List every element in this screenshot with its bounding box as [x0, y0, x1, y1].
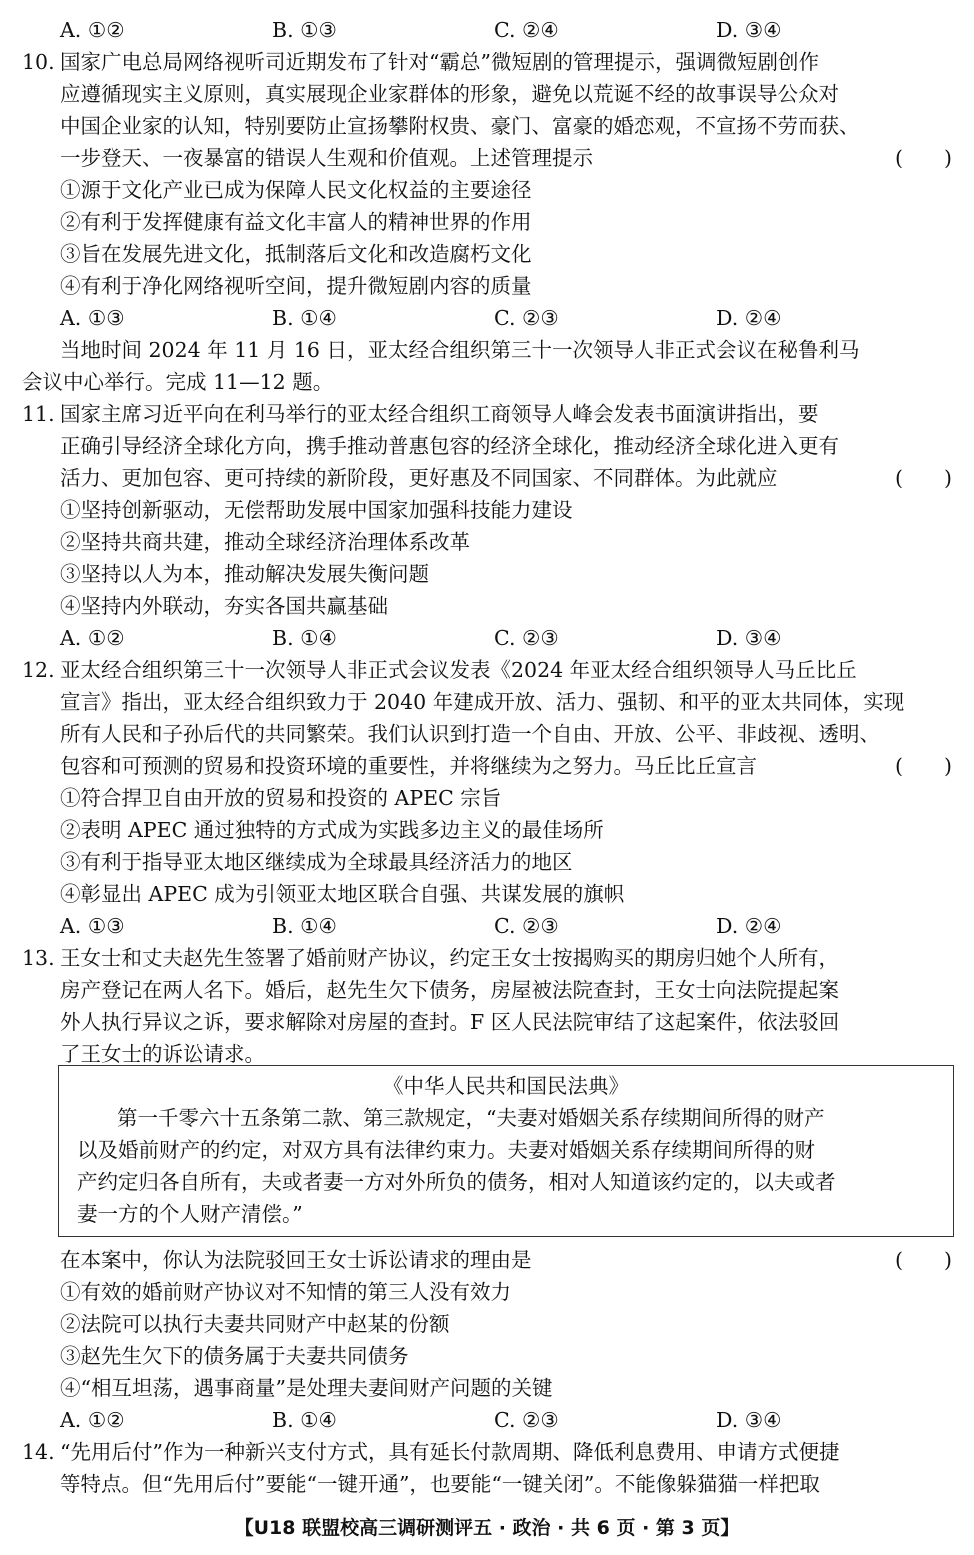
answer-blank: ( ) — [895, 754, 952, 778]
item-text: ④彰显出 APEC 成为引领亚太地区联合自强、共谋发展的旗帜 — [60, 882, 625, 906]
quote-line: 第一千零六十五条第二款、第三款规定，“夫妻对婚姻关系存续期间所得的财产 — [117, 1106, 825, 1130]
q10-item — [0, 270, 974, 302]
stem-text: 正确引导经济全球化方向，携手推动普惠包容的经济全球化，推动经济全球化进入更有 — [60, 434, 839, 458]
q11-item — [0, 558, 974, 590]
option-a: A. ①② — [60, 1408, 125, 1432]
q11-item — [0, 494, 974, 526]
option-c: C. ②③ — [494, 306, 559, 330]
q14-stem-line — [0, 1468, 974, 1500]
item-text: ④有利于净化网络视听空间，提升微短剧内容的质量 — [60, 274, 532, 298]
intro-line — [0, 366, 974, 398]
stem-text: 国家广电总局网络视听司近期发布了针对“霸总”微短剧的管理提示，强调微短剧创作 — [60, 50, 819, 74]
stem-text: 了王女士的诉讼请求。 — [60, 1042, 265, 1066]
q14-stem-line — [0, 1436, 974, 1468]
option-a: A. ①③ — [60, 306, 125, 330]
option-a: A. ①② — [60, 626, 125, 650]
stem-text: 宣言》指出，亚太经合组织致力于 2040 年建成开放、活力、强韧、和平的亚太共同体，实现 — [60, 690, 905, 714]
option-a: A. ①② — [60, 18, 125, 42]
question-number: 11. — [22, 402, 55, 426]
page-footer: 【U18 联盟校高三调研测评五 · 政治 · 共 6 页 · 第 3 页】 — [234, 1517, 740, 1539]
stem-text: 国家主席习近平向在利马举行的亚太经合组织工商领导人峰会发表书面演讲指出，要 — [60, 402, 819, 426]
q10-item — [0, 174, 974, 206]
q11-stem-line — [0, 398, 974, 430]
option-a: A. ①③ — [60, 914, 125, 938]
q13-item — [0, 1340, 974, 1372]
q13-item — [0, 1276, 974, 1308]
q10-stem-line — [0, 142, 974, 174]
item-text: ③旨在发展先进文化，抵制落后文化和改造腐朽文化 — [60, 242, 532, 266]
answer-blank: ( ) — [895, 1248, 952, 1272]
intro-line — [0, 334, 974, 366]
stem-text: 一步登天、一夜暴富的错误人生观和价值观。上述管理提示 — [60, 146, 593, 170]
intro-text: 当地时间 2024 年 11 月 16 日，亚太经合组织第三十一次领导人非正式会议在秘鲁利马 — [60, 338, 860, 362]
intro-text: 会议中心举行。完成 11—12 题。 — [22, 370, 334, 394]
option-c: C. ②③ — [494, 626, 559, 650]
option-d: D. ③④ — [716, 626, 782, 650]
quote-line: 以及婚前财产的约定，对双方具有法律约束力。夫妻对婚姻关系存续期间所得的财 — [77, 1138, 815, 1162]
option-b: B. ①④ — [272, 914, 337, 938]
question-text: 在本案中，你认为法院驳回王女士诉讼请求的理由是 — [60, 1248, 532, 1272]
stem-text: 活力、更加包容、更可持续的新阶段，更好惠及不同国家、不同群体。为此就应 — [60, 466, 778, 490]
item-text: ①有效的婚前财产协议对不知情的第三人没有效力 — [60, 1280, 511, 1304]
q10-stem-line — [0, 46, 974, 78]
q11-options — [0, 622, 974, 654]
q13-stem-line — [0, 942, 974, 974]
q10-options — [0, 302, 974, 334]
item-text: ③有利于指导亚太地区继续成为全球最具经济活力的地区 — [60, 850, 573, 874]
quote-line: 产约定归各自所有，夫或者妻一方对外所负的债务，相对人知道该约定的，以夫或者 — [77, 1170, 836, 1194]
civil-code-quote-box — [58, 1065, 954, 1237]
q12-stem-line — [0, 654, 974, 686]
item-text: ①坚持创新驱动，无偿帮助发展中国家加强科技能力建设 — [60, 498, 573, 522]
stem-text: 房产登记在两人名下。婚后，赵先生欠下债务，房屋被法院查封，王女士向法院提起案 — [60, 978, 839, 1002]
question-number: 14. — [22, 1440, 55, 1464]
item-text: ②坚持共商共建，推动全球经济治理体系改革 — [60, 530, 470, 554]
q11-item — [0, 526, 974, 558]
q11-item — [0, 590, 974, 622]
answer-blank: ( ) — [895, 466, 952, 490]
q13-stem-line — [0, 1006, 974, 1038]
stem-text: 所有人民和子孙后代的共同繁荣。我们认识到打造一个自由、开放、公平、非歧视、透明、 — [60, 722, 880, 746]
stem-text: “先用后付”作为一种新兴支付方式，具有延长付款周期、降低利息费用、申请方式便捷 — [60, 1440, 840, 1464]
option-b: B. ①④ — [272, 306, 337, 330]
stem-text: 亚太经合组织第三十一次领导人非正式会议发表《2024 年亚太经合组织领导人马丘比丘 — [60, 658, 857, 682]
q12-item — [0, 782, 974, 814]
item-text: ①源于文化产业已成为保障人民文化权益的主要途径 — [60, 178, 532, 202]
q12-stem-line — [0, 686, 974, 718]
q13-question — [0, 1244, 974, 1276]
question-number: 13. — [22, 946, 55, 970]
q13-stem-line — [0, 974, 974, 1006]
item-text: ①符合捍卫自由开放的贸易和投资的 APEC 宗旨 — [60, 786, 502, 810]
stem-text: 应遵循现实主义原则，真实展现企业家群体的形象，避免以荒诞不经的故事误导公众对 — [60, 82, 839, 106]
item-text: ②表明 APEC 通过独特的方式成为实践多边主义的最佳场所 — [60, 818, 604, 842]
q12-options — [0, 910, 974, 942]
q13-options — [0, 1404, 974, 1436]
item-text: ④坚持内外联动，夯实各国共赢基础 — [60, 594, 388, 618]
quote-title: 《中华人民共和国民法典》 — [383, 1074, 629, 1098]
option-d: D. ③④ — [716, 1408, 782, 1432]
item-text: ③坚持以人为本，推动解决发展失衡问题 — [60, 562, 429, 586]
stem-text: 王女士和丈夫赵先生签署了婚前财产协议，约定王女士按揭购买的期房归她个人所有， — [60, 946, 839, 970]
option-d: D. ③④ — [716, 18, 782, 42]
q9-options — [0, 14, 974, 46]
q13-item — [0, 1308, 974, 1340]
option-b: B. ①④ — [272, 1408, 337, 1432]
option-b: B. ①③ — [272, 18, 337, 42]
stem-text: 中国企业家的认知，特别要防止宣扬攀附权贵、豪门、富豪的婚恋观，不宣扬不劳而获、 — [60, 114, 860, 138]
stem-text: 等特点。但“先用后付”要能“一键开通”，也要能“一键关闭”。不能像躲猫猫一样把取 — [60, 1472, 820, 1496]
q10-item — [0, 206, 974, 238]
option-b: B. ①④ — [272, 626, 337, 650]
option-c: C. ②③ — [494, 1408, 559, 1432]
q12-item — [0, 878, 974, 910]
q10-stem-line — [0, 78, 974, 110]
q12-stem-line — [0, 718, 974, 750]
item-text: ③赵先生欠下的债务属于夫妻共同债务 — [60, 1344, 409, 1368]
option-c: C. ②③ — [494, 914, 559, 938]
q12-item — [0, 846, 974, 878]
item-text: ④“相互坦荡，遇事商量”是处理夫妻间财产问题的关键 — [60, 1376, 553, 1400]
q11-stem-line — [0, 462, 974, 494]
item-text: ②法院可以执行夫妻共同财产中赵某的份额 — [60, 1312, 450, 1336]
item-text: ②有利于发挥健康有益文化丰富人的精神世界的作用 — [60, 210, 532, 234]
q10-item — [0, 238, 974, 270]
q12-stem-line — [0, 750, 974, 782]
stem-text: 包容和可预测的贸易和投资环境的重要性，并将继续为之努力。马丘比丘宣言 — [60, 754, 757, 778]
q10-stem-line — [0, 110, 974, 142]
answer-blank: ( ) — [895, 146, 952, 170]
q13-item — [0, 1372, 974, 1404]
question-number: 10. — [22, 50, 55, 74]
option-d: D. ②④ — [716, 306, 782, 330]
option-d: D. ②④ — [716, 914, 782, 938]
stem-text: 外人执行异议之诉，要求解除对房屋的查封。F 区人民法院审结了这起案件，依法驳回 — [60, 1010, 840, 1034]
quote-line: 妻一方的个人财产清偿。” — [77, 1202, 303, 1226]
q12-item — [0, 814, 974, 846]
q11-stem-line — [0, 430, 974, 462]
question-number: 12. — [22, 658, 55, 682]
option-c: C. ②④ — [494, 18, 559, 42]
